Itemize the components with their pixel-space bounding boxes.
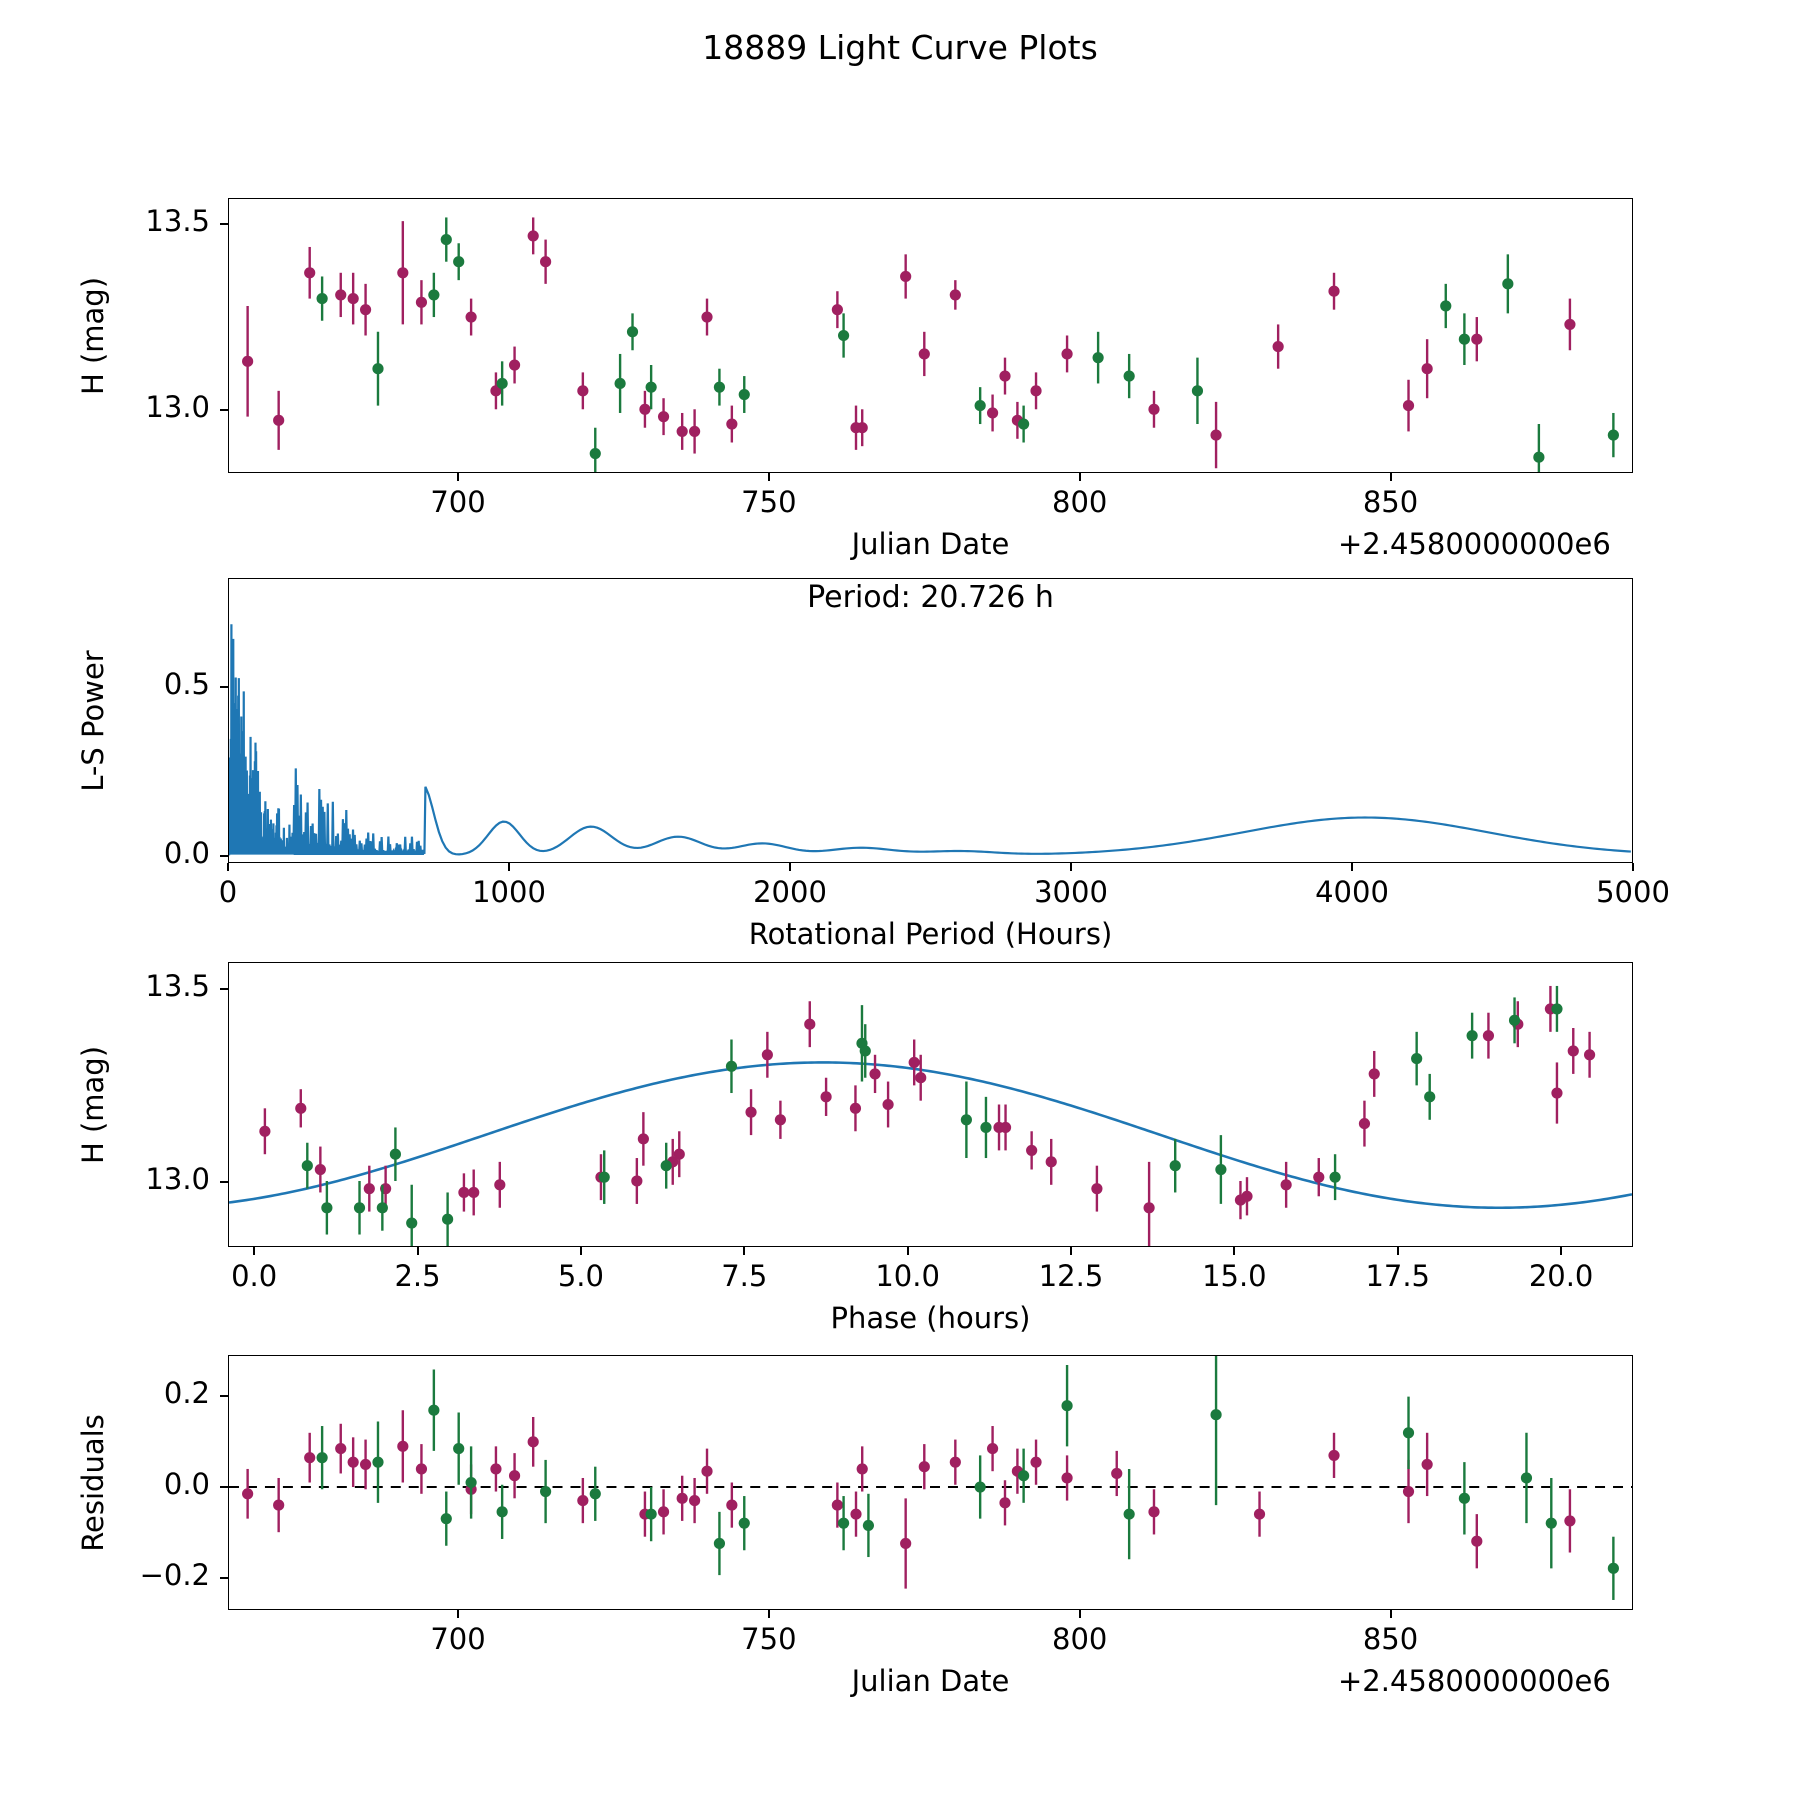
plot-area-lightcurve	[229, 199, 1632, 472]
period-annotation: Period: 20.726 h	[807, 580, 1054, 615]
x-offset-label-residuals: +2.4580000000e6	[1338, 1664, 1611, 1698]
xtick-residuals-3	[1390, 1610, 1392, 1618]
xtick-phased-3	[743, 1247, 745, 1255]
xtick-label-phased-2: 5.0	[557, 1259, 604, 1293]
ytick-label-phased-0: 13.0	[145, 1161, 210, 1196]
xtick-label-residuals-1: 750	[741, 1622, 797, 1656]
data-series-series_b	[317, 217, 1619, 472]
ytick-label-phased-1: 13.5	[145, 968, 210, 1003]
xtick-label-phased-4: 10.0	[875, 1259, 940, 1293]
xtick-label-phased-1: 2.5	[394, 1259, 441, 1293]
axes-phased	[228, 962, 1633, 1247]
xtick-phased-6	[1233, 1247, 1235, 1255]
xtick-phased-1	[417, 1247, 419, 1255]
ylabel-residuals: Residuals	[76, 1413, 110, 1552]
data-series-series_a	[259, 986, 1595, 1246]
ytick-periodogram-1	[220, 686, 228, 688]
xtick-lightcurve-0	[457, 473, 459, 481]
xtick-label-residuals-3: 850	[1362, 1622, 1419, 1656]
xtick-phased-2	[580, 1247, 582, 1255]
xtick-label-phased-7: 17.5	[1365, 1259, 1431, 1293]
ytick-label-lightcurve-0: 13.0	[145, 389, 210, 424]
xtick-periodogram-1	[508, 863, 510, 871]
plot-area-periodogram	[229, 579, 1632, 862]
xtick-label-phased-0: 0.0	[231, 1259, 278, 1293]
xtick-phased-4	[907, 1247, 909, 1255]
xtick-label-lightcurve-0: 700	[430, 485, 486, 519]
plot-area-residuals	[229, 1356, 1632, 1609]
axes-residuals	[228, 1355, 1633, 1610]
xtick-lightcurve-1	[768, 473, 770, 481]
ytick-lightcurve-1	[220, 223, 228, 225]
xtick-periodogram-2	[789, 863, 791, 871]
x-offset-label-lightcurve: +2.4580000000e6	[1338, 527, 1611, 561]
ylabel-phased: H (mag)	[76, 1045, 110, 1164]
ylabel-lightcurve: H (mag)	[76, 276, 110, 395]
xlabel-periodogram: Rotational Period (Hours)	[748, 917, 1113, 951]
xtick-residuals-2	[1079, 1610, 1081, 1618]
ytick-label-residuals-0: −0.2	[139, 1558, 210, 1593]
xtick-label-lightcurve-1: 750	[741, 485, 797, 519]
ytick-periodogram-0	[220, 855, 228, 857]
xtick-residuals-1	[768, 1610, 770, 1618]
xtick-label-periodogram-2: 2000	[753, 875, 827, 909]
xlabel-phased: Phase (hours)	[830, 1301, 1031, 1335]
xtick-label-residuals-0: 700	[430, 1622, 486, 1656]
axes-periodogram	[228, 578, 1633, 863]
xtick-label-periodogram-1: 1000	[472, 875, 546, 909]
ylabel-periodogram: L-S Power	[76, 649, 110, 792]
xtick-lightcurve-2	[1079, 473, 1081, 481]
xtick-label-phased-3: 7.5	[721, 1259, 768, 1293]
xlabel-lightcurve: Julian Date	[851, 527, 1010, 561]
xtick-label-periodogram-4: 4000	[1315, 875, 1389, 909]
xtick-residuals-0	[457, 1610, 459, 1618]
ytick-residuals-0	[220, 1577, 228, 1579]
data-series-series_a	[242, 217, 1575, 468]
data-series-series_b	[302, 986, 1563, 1246]
xtick-label-periodogram-5: 5000	[1596, 875, 1670, 909]
xtick-label-periodogram-3: 3000	[1034, 875, 1108, 909]
ytick-label-residuals-1: 0.0	[163, 1467, 210, 1502]
xlabel-residuals: Julian Date	[851, 1664, 1010, 1698]
xtick-periodogram-5	[1632, 863, 1634, 871]
ytick-label-lightcurve-1: 13.5	[145, 204, 210, 238]
ytick-residuals-1	[220, 1486, 228, 1488]
xtick-label-residuals-2: 800	[1052, 1622, 1108, 1656]
ytick-label-residuals-2: 0.2	[163, 1375, 210, 1410]
xtick-lightcurve-3	[1390, 473, 1392, 481]
xtick-label-lightcurve-3: 850	[1362, 485, 1419, 519]
xtick-periodogram-0	[227, 863, 229, 871]
ytick-label-periodogram-1: 0.5	[163, 666, 210, 701]
ytick-phased-1	[220, 988, 228, 990]
xtick-phased-8	[1560, 1247, 1562, 1255]
xtick-label-phased-6: 15.0	[1202, 1259, 1267, 1293]
data-series-series_a	[242, 1410, 1575, 1588]
axes-lightcurve	[228, 198, 1633, 473]
ytick-lightcurve-0	[220, 409, 228, 411]
ytick-label-periodogram-0: 0.0	[163, 836, 210, 871]
ytick-phased-0	[220, 1181, 228, 1183]
xtick-phased-0	[253, 1247, 255, 1255]
xtick-periodogram-3	[1070, 863, 1072, 871]
xtick-label-phased-8: 20.0	[1528, 1259, 1594, 1293]
xtick-label-periodogram-0: 0	[218, 875, 238, 909]
xtick-label-phased-5: 12.5	[1038, 1259, 1104, 1293]
xtick-label-lightcurve-2: 800	[1052, 485, 1108, 519]
xtick-periodogram-4	[1351, 863, 1353, 871]
ytick-residuals-2	[220, 1395, 228, 1397]
figure-title: 18889 Light Curve Plots	[702, 28, 1098, 67]
plot-area-phased	[229, 963, 1632, 1246]
xtick-phased-7	[1397, 1247, 1399, 1255]
xtick-phased-5	[1070, 1247, 1072, 1255]
